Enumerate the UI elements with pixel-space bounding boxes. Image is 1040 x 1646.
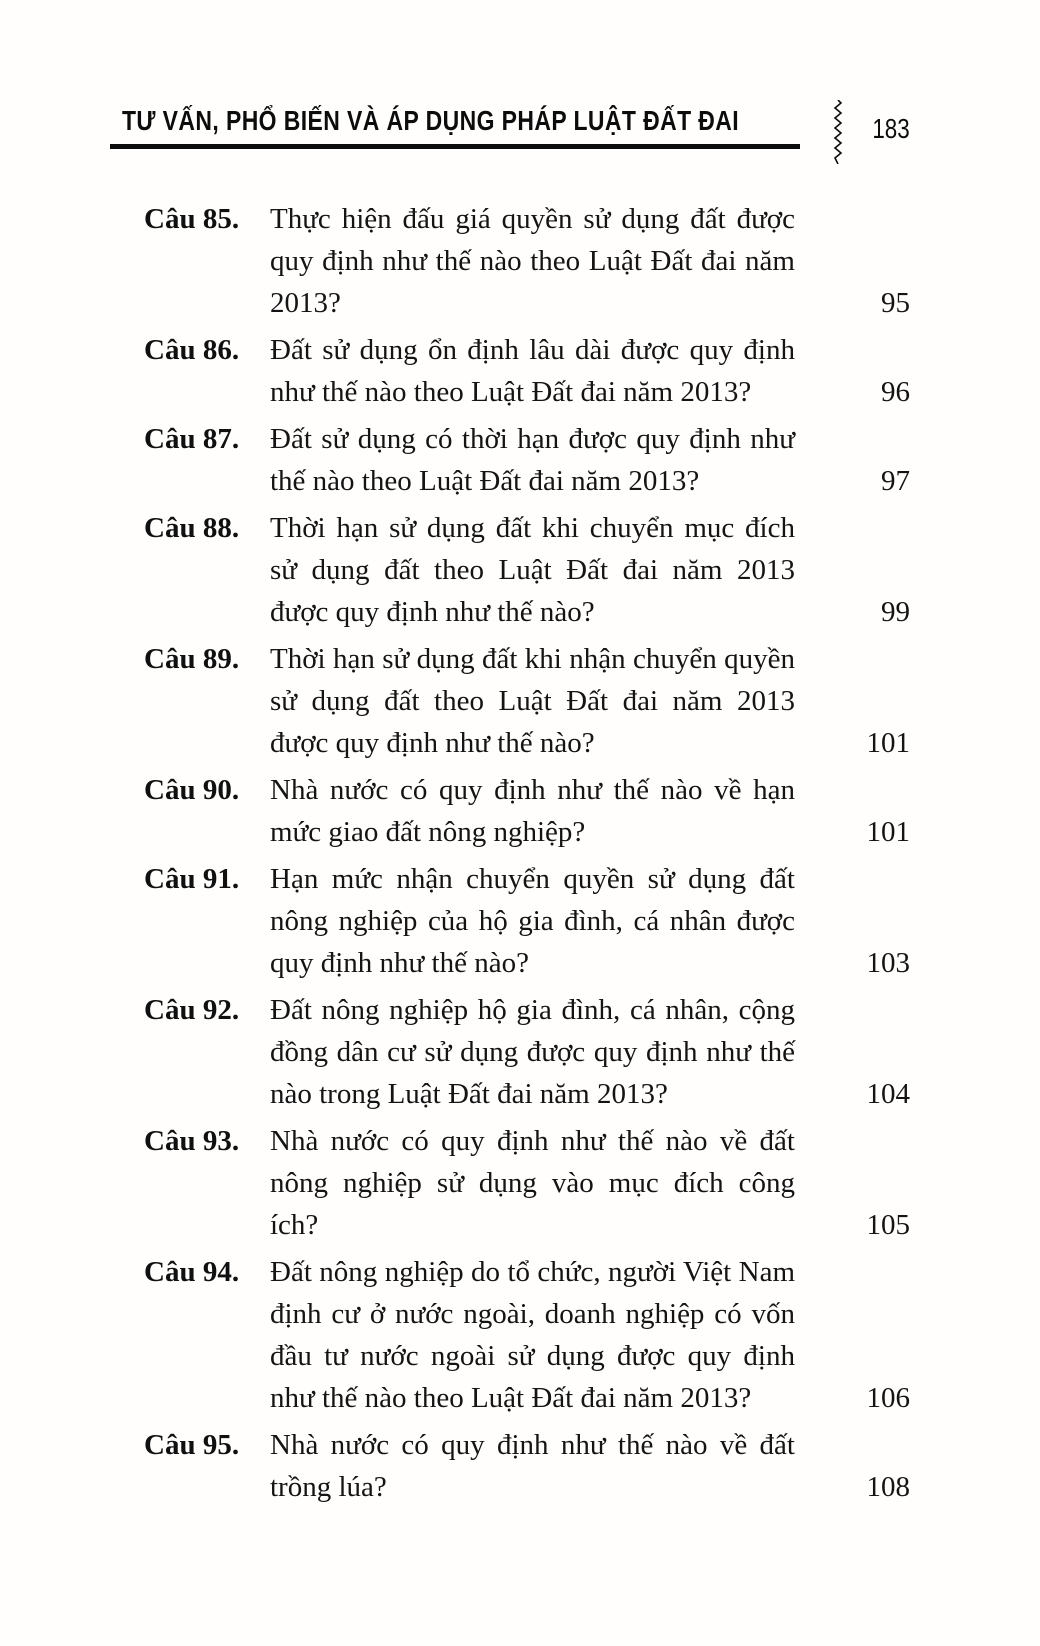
toc-entry-label: Câu 94. [144, 1256, 240, 1288]
toc-entry-text: Nhà nước có quy định như thế nào về đất trồng lúa? [270, 1429, 795, 1503]
toc-entry-page: 96 [881, 376, 910, 408]
toc-entry-label: Câu 89. [144, 643, 240, 675]
toc-entry-text: Hạn mức nhận chuyển quyền sử dụng đất nông nghiệp của hộ gia đình, cá nhân được quy định như thế nào? [270, 863, 795, 979]
zigzag-divider-icon [832, 100, 844, 164]
toc-entry [110, 769, 910, 853]
toc-entry-text: Thời hạn sử dụng đất khi chuyển mục đích sử dụng đất theo Luật Đất đai năm 2013 được quy định như thế nào? [270, 512, 795, 628]
toc-entry-page: 104 [866, 1078, 910, 1110]
toc-entry-text: Thời hạn sử dụng đất khi nhận chuyển quyền sử dụng đất theo Luật Đất đai năm 2013 được quy định như thế nào? [270, 643, 795, 759]
toc-entry-label: Câu 95. [144, 1429, 240, 1461]
toc-entry-page: 99 [881, 596, 910, 628]
toc-entry [110, 329, 910, 413]
toc-entry-page: 95 [881, 287, 910, 319]
toc-entry [110, 638, 910, 764]
toc-entry-page: 101 [866, 727, 910, 759]
toc-entry-page: 108 [866, 1471, 910, 1503]
toc-entry-text: Thực hiện đấu giá quyền sử dụng đất được quy định như thế nào theo Luật Đất đai năm 2013? [270, 203, 795, 319]
toc-entry-label: Câu 92. [144, 994, 240, 1026]
toc-entry-page: 105 [866, 1209, 910, 1241]
toc-entry-label: Câu 87. [144, 423, 240, 455]
header-rule [110, 144, 800, 149]
toc-entry-label: Câu 85. [144, 203, 240, 235]
toc-entry [110, 989, 910, 1115]
toc-entry [110, 1424, 910, 1508]
toc-entry-label: Câu 90. [144, 774, 240, 806]
toc-entry [110, 1251, 910, 1419]
toc-entry [110, 858, 910, 984]
toc-entry [110, 1120, 910, 1246]
toc-entry-text: Đất nông nghiệp hộ gia đình, cá nhân, cộng đồng dân cư sử dụng được quy định như thế nào trong Luật Đất đai năm 2013? [270, 994, 795, 1110]
page-number: 183 [872, 113, 910, 144]
toc-entry-page: 101 [866, 816, 910, 848]
toc-entry-text: Nhà nước có quy định như thế nào về hạn mức giao đất nông nghiệp? [270, 774, 795, 848]
running-title: TƯ VẤN, PHỔ BIẾN VÀ ÁP DỤNG PHÁP LUẬT ĐẤT ĐAI [122, 105, 740, 136]
toc-entry [110, 507, 910, 633]
page-header [110, 103, 910, 165]
toc-entry-label: Câu 91. [144, 863, 240, 895]
toc-entry-text: Đất sử dụng ổn định lâu dài được quy định như thế nào theo Luật Đất đai năm 2013? [270, 334, 795, 408]
toc-entry-text: Đất nông nghiệp do tổ chức, người Việt Nam định cư ở nước ngoài, doanh nghiệp có vốn đầu tư nước ngoài sử dụng được quy định như thế nào theo Luật Đất đai năm 2013? [270, 1256, 795, 1414]
toc-entry [110, 198, 910, 324]
toc-entry [110, 418, 910, 502]
toc-entry-label: Câu 86. [144, 334, 240, 366]
toc-entry-text: Đất sử dụng có thời hạn được quy định như thế nào theo Luật Đất đai năm 2013? [270, 423, 795, 497]
toc-entry-label: Câu 88. [144, 512, 240, 544]
toc-entry-label: Câu 93. [144, 1125, 240, 1157]
table-of-contents [110, 198, 910, 1513]
toc-entry-page: 103 [866, 947, 910, 979]
toc-entry-text: Nhà nước có quy định như thế nào về đất nông nghiệp sử dụng vào mục đích công ích? [270, 1125, 795, 1241]
toc-entry-page: 106 [866, 1382, 910, 1414]
toc-entry-page: 97 [881, 465, 910, 497]
